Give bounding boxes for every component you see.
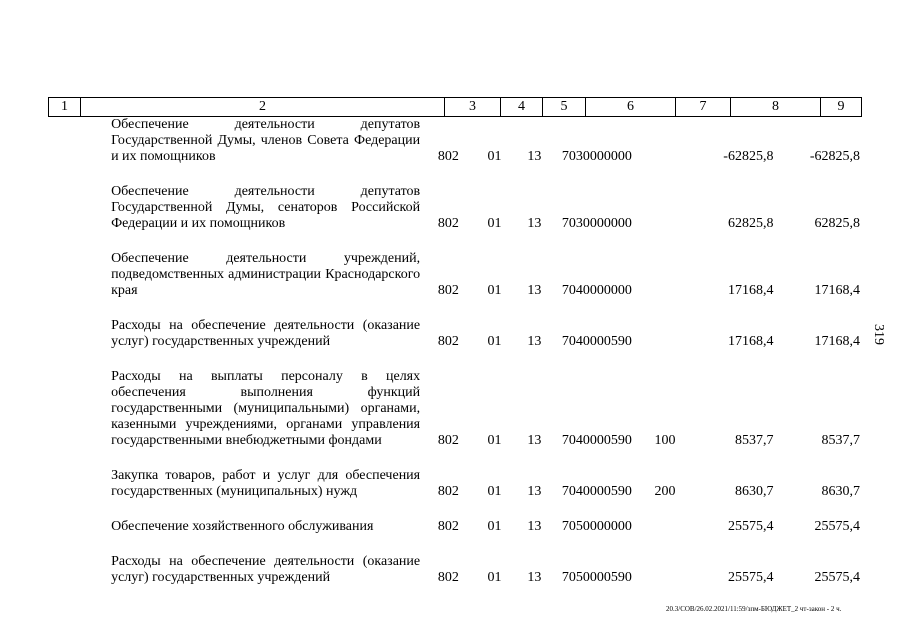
- header-col-7: 7: [676, 98, 731, 116]
- row-pr: 13: [527, 216, 542, 231]
- table-row: [48, 369, 862, 449]
- row-value-2: 25575,4: [814, 570, 861, 585]
- row-name: Расходы на выплаты персоналу в целях обеспечения выполнения функций государственными (муниципальными) органами, казенными учреждениями, органами управления государственными внебюджетными фондами: [111, 369, 421, 448]
- table-row: [48, 251, 862, 299]
- row-value-2: 8630,7: [821, 484, 861, 499]
- header-col-4: 4: [501, 98, 543, 116]
- row-value-1: 25575,4: [727, 519, 774, 534]
- table-row: [48, 318, 862, 350]
- row-ved: 802: [437, 570, 459, 585]
- row-ved: 802: [437, 433, 459, 448]
- row-value-2: 17168,4: [814, 283, 861, 298]
- row-ved: 802: [437, 216, 459, 231]
- table-row: [48, 117, 862, 165]
- row-pr: 13: [527, 484, 542, 499]
- row-rz: 01: [487, 484, 502, 499]
- row-value-2: 62825,8: [814, 216, 861, 231]
- row-name: Обеспечение деятельности депутатов Государственной Думы, членов Совета Федерации и их помощников: [111, 117, 421, 164]
- header-col-6: 6: [586, 98, 676, 116]
- row-value-1: 17168,4: [727, 334, 774, 349]
- row-csr: 7050000590: [561, 570, 632, 585]
- table-row: [48, 554, 862, 586]
- row-rz: 01: [487, 216, 502, 231]
- row-pr: 13: [527, 334, 542, 349]
- row-ved: 802: [437, 484, 459, 499]
- row-value-1: 8630,7: [734, 484, 774, 499]
- row-vr: 200: [654, 484, 676, 499]
- row-csr: 7040000590: [561, 484, 632, 499]
- row-name: Обеспечение деятельности учреждений, подведомственных администрации Краснодарского края: [111, 251, 421, 298]
- table-body: [48, 117, 862, 605]
- row-ved: 802: [437, 283, 459, 298]
- row-value-1: 17168,4: [727, 283, 774, 298]
- row-rz: 01: [487, 570, 502, 585]
- row-name: Обеспечение хозяйственного обслуживания: [111, 519, 374, 534]
- row-value-2: 8537,7: [821, 433, 861, 448]
- row-csr: 7040000590: [561, 334, 632, 349]
- row-csr: 7040000000: [561, 283, 632, 298]
- row-value-1: 62825,8: [727, 216, 774, 231]
- header-col-5: 5: [543, 98, 586, 116]
- row-pr: 13: [527, 433, 542, 448]
- row-rz: 01: [487, 519, 502, 534]
- row-value-2: -62825,8: [809, 149, 861, 164]
- row-ved: 802: [437, 334, 459, 349]
- row-pr: 13: [527, 283, 542, 298]
- row-name: Обеспечение деятельности депутатов Государственной Думы, сенаторов Российской Федерации и их помощников: [111, 184, 421, 231]
- row-csr: 7030000000: [561, 216, 632, 231]
- header-col-9: 9: [837, 99, 845, 114]
- row-csr: 7030000000: [561, 149, 632, 164]
- row-name: Расходы на обеспечение деятельности (оказание услуг) государственных учреждений: [111, 318, 421, 349]
- table-row: [48, 468, 862, 500]
- row-ved: 802: [437, 519, 459, 534]
- row-rz: 01: [487, 283, 502, 298]
- row-csr: 7040000590: [561, 433, 632, 448]
- row-value-1: -62825,8: [723, 149, 774, 164]
- document-footer: 20.3/СОВ/26.02.2021/11:59/зпм-БЮДЖЕТ_2 чт-закон - 2 ч.: [666, 605, 842, 613]
- row-pr: 13: [527, 570, 542, 585]
- page-number: 319: [871, 324, 886, 345]
- table-header-row: [48, 97, 862, 117]
- row-ved: 802: [437, 149, 459, 164]
- row-value-1: 25575,4: [727, 570, 774, 585]
- row-csr: 7050000000: [561, 519, 632, 534]
- row-vr: 100: [654, 433, 676, 448]
- row-value-1: 8537,7: [734, 433, 774, 448]
- row-name: Расходы на обеспечение деятельности (оказание услуг) государственных учреждений: [111, 554, 421, 585]
- row-name: Закупка товаров, работ и услуг для обеспечения государственных (муниципальных) нужд: [111, 468, 421, 499]
- row-pr: 13: [527, 519, 542, 534]
- row-rz: 01: [487, 149, 502, 164]
- header-col-1: 1: [49, 98, 81, 116]
- row-rz: 01: [487, 433, 502, 448]
- row-value-2: 25575,4: [814, 519, 861, 534]
- header-col-2: 2: [81, 98, 445, 116]
- table-row: [48, 519, 862, 535]
- row-rz: 01: [487, 334, 502, 349]
- header-col-3: 3: [445, 98, 501, 116]
- row-pr: 13: [527, 149, 542, 164]
- header-col-8: 8: [731, 98, 821, 116]
- table-row: [48, 184, 862, 232]
- row-value-2: 17168,4: [814, 334, 861, 349]
